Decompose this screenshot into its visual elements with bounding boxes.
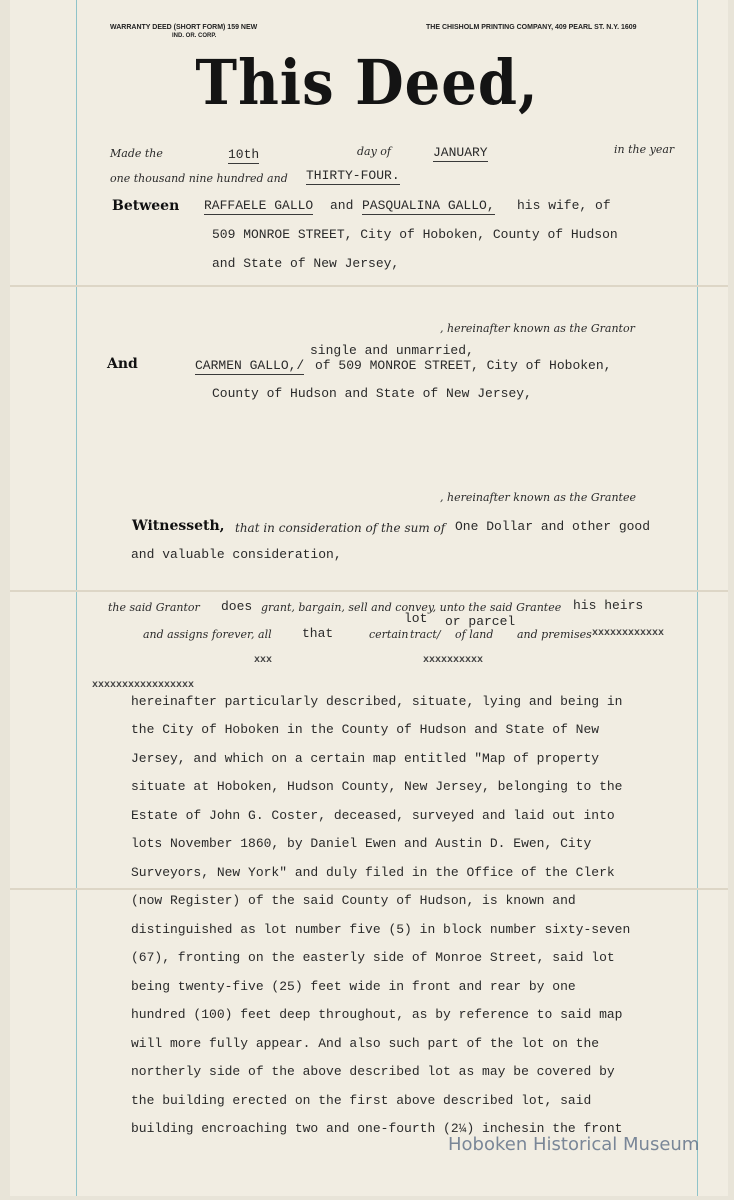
description-line: Jersey, and which on a certain map entitled "Map of property [131,751,600,766]
left-margin-rule [76,0,77,1196]
printed-witnesseth: that in consideration of the sum of [235,521,446,535]
description-line: Surveyors, New York" and duly filed in the Office of the Clerk [131,865,615,880]
struck-text-2: xxx [254,655,273,666]
fold-line [10,285,728,287]
struck-text-4: xxxxxxxxxxxxxxxxx [92,680,195,691]
description-line: hundred (100) feet deep throughout, as by reference to said map [131,1007,623,1022]
description-line: (now Register) of the said County of Hudson, is known and [131,893,576,908]
grantee-insert: single and unmarried, [310,343,474,358]
printed-day-of: day of [357,145,392,158]
description-line: will more fully appear. And also such part of the lot on the [131,1036,600,1051]
grantor-line3: and State of New Jersey, [212,256,400,271]
deed-title: This Deed, [195,46,539,120]
printed-in-the-year: in the year [614,143,675,156]
struck-text-3: xxxxxxxxxx [423,655,484,666]
fold-line [10,888,728,890]
description-line: (67), fronting on the easterly side of Monroe Street, said lot [131,950,615,965]
fold-line [10,590,728,592]
grant-lot-insert: lot [404,611,428,626]
grantor-name-2: PASQUALINA GALLO, [362,198,495,213]
printed-tract: tract/ [410,628,441,641]
form-name: WARRANTY DEED (SHORT FORM) 159 NEW [110,24,258,31]
description-line: northerly side of the above described lot as may be covered by [131,1064,615,1079]
grantor-and: and [330,198,354,213]
description-line: the City of Hoboken in the County of Hudson and State of New [131,722,600,737]
consideration-line2: and valuable consideration, [131,547,342,562]
printer-credit: THE CHISHOLM PRINTING COMPANY, 409 PEARL ST. N.Y. 1609 [426,24,637,31]
year-value: THIRTY-FOUR. [306,168,400,183]
grantee-line2: County of Hudson and State of New Jersey, [212,386,532,401]
printed-assigns: and assigns forever, all [143,628,272,641]
right-margin-rule [697,0,698,1196]
form-sub: IND. OR. CORP. [172,33,217,39]
day-value: 10th [228,147,260,162]
grantor-line2: 509 MONROE STREET, City of Hoboken, County of Hudson [212,227,618,242]
description-line: the building erected on the first above described lot, said [131,1093,592,1108]
printed-and-premises: and premises [517,628,592,641]
printed-said-grantor: the said Grantor [108,601,200,614]
printed-of-land: of land [455,628,494,641]
description-line: situate at Hoboken, Hudson County, New Jersey, belonging to the [131,779,623,794]
description-line: building encroaching two and one-fourth (2¼) inchesin the front [131,1121,623,1136]
consideration-amount: One Dollar and other good [455,519,651,534]
description-line: lots November 1860, by Daniel Ewen and Austin D. Ewen, City [131,836,592,851]
grant-his-heirs: his heirs [573,598,644,613]
description-line: being twenty-five (25) feet wide in front and rear by one [131,979,576,994]
grantor-name-1: RAFFAELE GALLO [204,198,314,213]
label-between: Between [112,198,180,214]
printed-grantee-known: , hereinafter known as the Grantee [440,491,636,504]
grantee-name: CARMEN GALLO,/ [195,358,305,373]
month-value: JANUARY [433,145,488,160]
grant-does: does [221,599,253,614]
description-line: hereinafter particularly described, situate, lying and being in [131,694,623,709]
struck-text-1: xxxxxxxxxxxx [592,628,665,639]
museum-watermark: Hoboken Historical Museum [448,1134,700,1155]
description-line: distinguished as lot number five (5) in block number sixty-seven [131,922,631,937]
description-line: Estate of John G. Coster, deceased, surveyed and laid out into [131,808,615,823]
label-and: And [107,356,138,372]
grantor-line1-rest: his wife, of [517,198,611,213]
printed-grant-clause: grant, bargain, sell and convey, unto the said Grantee [261,601,562,614]
grant-or-parcel: or parcel [445,614,516,629]
printed-one-thousand: one thousand nine hundred and [110,172,288,185]
label-witnesseth: Witnesseth, [132,518,225,534]
printed-grantor-known: , hereinafter known as the Grantor [440,322,635,335]
printed-certain: certain [369,628,409,641]
printed-made-the: Made the [110,147,163,160]
grantee-line1-rest: of 509 MONROE STREET, City of Hoboken, [315,358,612,373]
grant-that: that [302,626,334,641]
